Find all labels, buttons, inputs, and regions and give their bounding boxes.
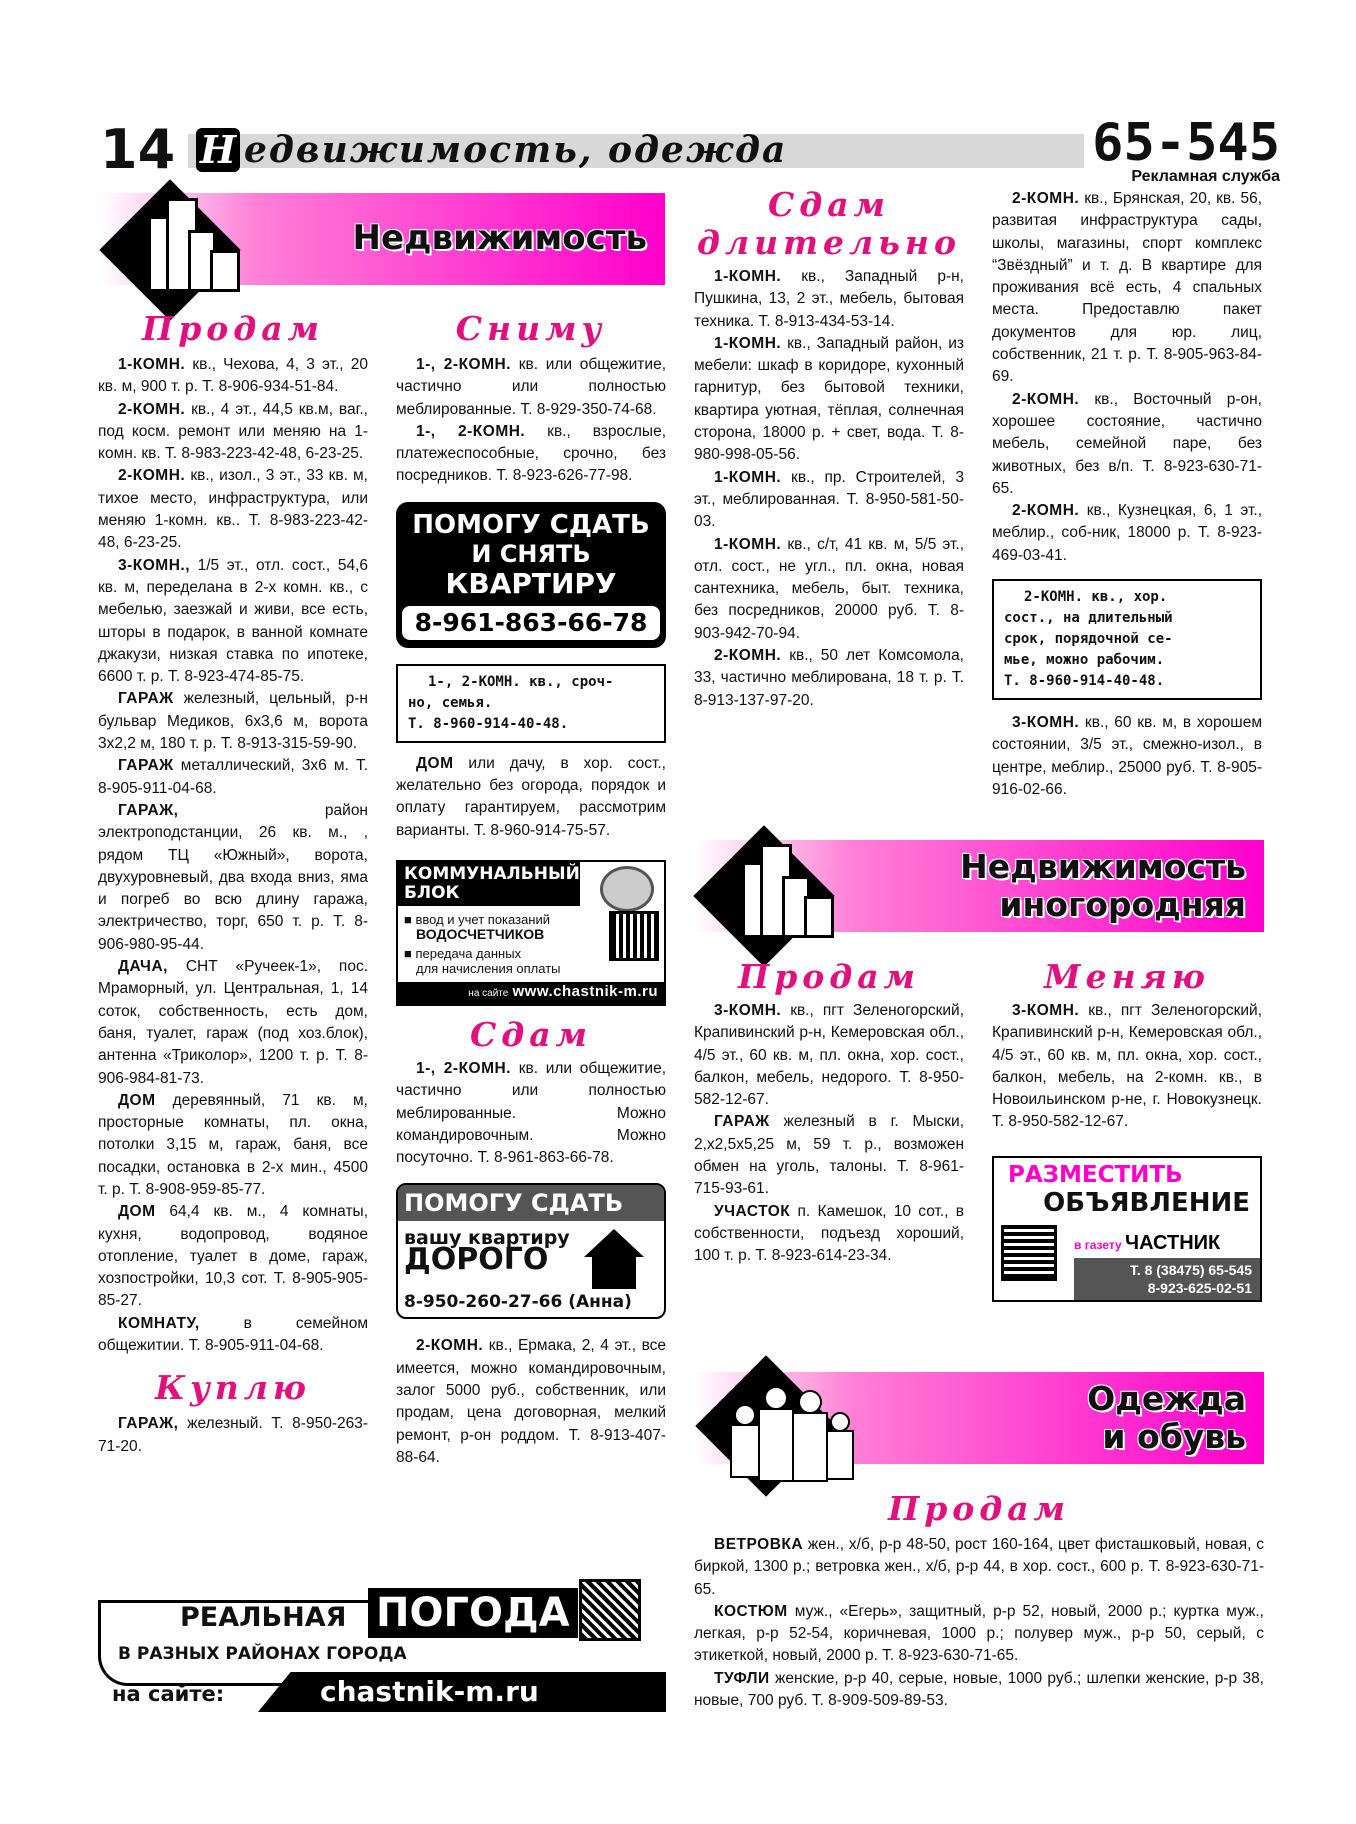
ad-item: 2-КОМН. кв., изол., 3 эт., 33 кв. м, тихое место, инфраструктура, или меняю 1-комн. кв.. Т. 8-983-223-42-48, 6-23-25. [98,467,368,552]
ad-service-phone: 65-545 [1084,114,1280,172]
buildings-icon [694,836,854,956]
promo-rent-expensive: ПОМОГУ СДАТЬ вашу квартиру ДОРОГО 8-950-260-27-66 (Анна) [396,1183,666,1319]
qr-code-icon [582,1582,638,1638]
col1 [98,310,368,1458]
heading-rent-out: Сдам [470,1014,592,1054]
promo-phone: 8-961-863-66-78 [402,606,660,640]
ad-service-caption: Рекламная служба [1131,168,1280,185]
ad-item: 1-КОМН. кв., Западный р-н, Пушкина, 13, 2 эт., мебель, бытовая техника. Т. 8-913-434-53-14. [694,268,964,330]
ad-item: ДАЧА, СНТ «Ручеек-1», пос. Мраморный, ул. Центральная, 1, 14 соток, собственность, есть дом, баня, туалет, гараж (под хоз.блок), антенна «Триколор», 1200 т. р. Т. 8-906-984-81-73. [98,958,368,1087]
ad-item: КОСТЮМ муж., «Егерь», защитный, р-р 52, новый, 2000 р.; куртка муж., легкая, р-р 52-54, коричневая, 1000 р.; полувер муж., р-р 50, серый, с этикеткой, новый, 2000 р. Т. 8-923-630-71-65. [694,1602,1264,1665]
ad-item: 2-КОМН. кв., Восточный р-он, хорошее состояние, частично мебель, семейной паре, без животных, без в/п. Т. 8-923-630-71-65. [992,390,1262,497]
place-ad-promo: РАЗМЕСТИТЬ ОБЪЯВЛЕНИЕ в газету ЧАСТНИК Т. 8 (38475) 65-545 8-923-625-02-51 [992,1156,1262,1302]
house-icon [584,1229,644,1257]
section-title: едвижимость, одежда [244,129,788,171]
ad-item: КОМНАТУ, в семейном общежитии. Т. 8-905-911-04-68. [98,1314,368,1355]
ad-item: 1-, 2-КОМН. кв., взрослые, платежеспособные, срочно, без посредников. Т. 8-923-626-77-98. [396,422,666,485]
heading-buy: Куплю [155,1368,311,1408]
qr-code-icon [612,914,656,958]
ad-item: 1-КОМН. кв., Западный район, из мебели: шкаф в коридоре, кухонный гарнитур, без бытовой техники, квартира уютная, тёплая, солнечная сторона, 18000 р. + свет, вода. Т. 8-980-998-05-56. [694,334,964,464]
clothes-banner-title: Одежда и обувь [1087,1379,1246,1456]
ad-item: ВЕТРОВКА жен., х/б, р-р 48-50, рост 160-164, цвет фисташковый, новая, с биркой, 1300 р.; ветровка жен., х/б, р-р 44, в хор. сост., 600 р. Т. 8-923-630-71-65. [694,1536,1264,1598]
ad-item: ДОМ или дачу, в хор. сост., желательно без огорода, порядок и оплату гарантируем, рассмотрим варианты. Т. 8-960-914-75-57. [396,754,666,839]
page-header [100,113,1280,185]
ad-item: УЧАСТОК п. Камешок, 10 сот., в собственности, подъезд хороший, 100 т. р. Т. 8-923-614-23-34. [694,1202,964,1265]
ad-item: ДОМ 64,4 кв. м., 4 комнаты, кухня, водопровод, водяное отопление, туалет в доме, гараж, хозпостройки, 10,3 сот. Т. 8-905-905-85-27. [98,1203,368,1310]
promo-line: КВАРТИРУ [445,566,617,600]
clothes-section [694,1490,1264,1712]
meter-icon [600,866,654,912]
ad-item: 1-КОМН. кв., пр. Строителей, 3 эт., меблированная. Т. 8-950-581-50-03. [694,468,964,531]
ad-item: ГАРАЖ железный, цельный, р-н бульвар Медиков, 6х3,6 м, ворота 3х2,2 м, 180 т. р. Т. 8-913-315-59-90. [98,690,368,753]
promo-line: И СНЯТЬ [471,539,591,568]
ad-item: ГАРАЖ железный в г. Мыски, 2,х2,5х5,25 м, 59 т. р., возможен обмен на уголь, талоны. Т. 8-961-715-93-61. [694,1113,964,1198]
page-number: 14 [100,118,176,181]
family-icon [694,1368,864,1488]
heading-sell: Продам [142,309,324,348]
ad-item: 3-КОМН. кв., пгт Зеленогорский, Крапивинский р-н, Кемеровская обл., 4/5 эт., 60 кв. м, пл. окна, хор. сост., балкон, мебель, на 2-комн. кв., в Новоильинском р-не, г. Новокузнецк. Т. 8-950-582-12-67. [992,1002,1262,1131]
section-initial: Н [196,128,240,172]
heading-sell: Продам [738,957,920,996]
ad-item: 3-КОМН., 1/5 эт., отл. сост., 54,6 кв. м, переделана в 2-х комн. кв., с мебелью, заезжай и живи, все есть, шторы в подарок, в ванной комнате джакузи, низкая ставка по ипотеке, 6600 т. р. Т. 8-923-474-85-75. [98,556,368,686]
ad-item: 1-КОМН. кв., с/т, 41 кв. м, 5/5 эт., отл. сост., не угл., пл. окна, новая сантехника, мебель, быт. техника, без посредников, 20000 руб. Т. 8-903-942-70-94. [694,535,964,642]
promo-line: ПОМОГУ СДАТЬ [412,509,650,540]
ad-item: 2-КОМН. кв., 4 эт., 44,5 кв.м, ваг., под косм. ремонт или меняю на 1-комн. кв. Т. 8-983-223-42-48, 6-23-25. [98,400,368,463]
ad-item: 2-КОМН. кв., Брянская, 20, кв. 56, развитая инфраструктура сады, школы, магазины, спорт комплекс “Звёздный” и т. д. В квартире для проживания всё есть, 4 спальных места. Предоставлю пакет документов для юр. лиц, собственник, 21 т. р. Т. 8-905-963-84-69. [992,190,1262,386]
heading-rent-long-2: длительно [697,223,961,262]
buildings-icon [100,190,260,310]
col4 [992,188,1262,801]
qr-code-icon [1004,1228,1054,1278]
ad-item: 1-КОМН. кв., Чехова, 4, 3 эт., 20 кв. м, 900 т. р. Т. 8-906-934-51-84. [98,356,368,396]
ad-item: ГАРАЖ металлический, 3х6 м. Т. 8-905-911-04-68. [98,757,368,797]
col2 [396,310,666,1469]
col3 [694,186,964,712]
ad-item: ГАРАЖ, район электроподстанции, 26 кв. м., , рядом ТЦ «Южный», ворота, двухуровневый, два входа вниз, яма и погреб во всю длину гаража, электричество, торг, 650 т. р. Т. 8-906-980-95-44. [98,801,368,953]
ad-item: ДОМ деревянный, 71 кв. м, просторные комнаты, пл. окна, потолки 3,15 м, гараж, баня, все посадки, остановка в 2-х мин., 4500 т. р. Т. 8-908-959-85-77. [98,1091,368,1198]
kommunal-block-ad: КОММУНАЛЬНЫЙ БЛОК ■ ввод и учет показаний ВОДОСЧЕТЧИКОВ ■ передача данных для начисления оплаты на сайте www.chastnik-m.ru [396,860,666,1006]
ad-item: 1-, 2-КОМН. кв. или общежитие, частично или полностью меблированные. Т. 8-929-350-74-68. [396,356,666,418]
weather-site-link[interactable]: chastnik-m.ru [320,1675,539,1708]
boxed-ad: 1-, 2-КОМН. кв., сроч- но, семья. Т. 8-960-914-40-48. [396,664,666,743]
boxed-ad: 2-КОМН. кв., хор. сост., на длительный срок, порядочной се- мье, можно рабочим. Т. 8-960-914-40-48. [992,579,1262,700]
ad-item: 2-КОМН. кв., Ермака, 2, 4 эт., все имеется, можно командировочным, залог 5000 руб., собственник, или продам, цена договорная, мелкий ремонт, р-он роддом. Т. 8-913-407-88-64. [396,1337,666,1466]
heading-rent-in: Сниму [455,309,607,348]
heading-rent-long-1: Сдам [768,185,890,224]
ad-item: 3-КОМН. кв., пгт Зеленогорский, Крапивинский р-н, Кемеровская обл., 4/5 эт., 60 кв. м, пл. окна, хор. сост., балкон, мебель, недорого. Т. 8-950-582-12-67. [694,1002,964,1109]
realty-banner-title: Недвижимость [352,218,647,258]
ad-item: 1-, 2-КОМН. кв. или общежитие, частично или полностью меблированные. Можно командировочным. Можно посуточно. Т. 8-961-863-66-78. [396,1059,666,1167]
realty-other-title: Недвижимость иногородняя [960,847,1246,924]
heading-swap: Меняю [1044,957,1210,996]
ad-item: 2-КОМН. кв., Кузнецкая, 6, 1 эт., меблир., соб-ник, 18000 р. Т. 8-923-469-03-41. [992,502,1262,564]
heading-sell: Продам [888,1489,1070,1528]
ad-item: 3-КОМН. кв., 60 кв. м, в хорошем состоянии, 3/5 эт., смежно-изол., в центре, меблир., 25000 руб. Т. 8-905-916-02-66. [992,714,1262,798]
promo-rent-help [396,502,666,648]
other-city-swap [992,958,1262,1302]
ad-item: ТУФЛИ женские, р-р 40, серые, новые, 1000 руб.; шлепки женские, р-р 38, новые, 700 руб. Т. 8-909-509-89-53. [694,1669,1264,1710]
newspaper-logo: ЧАСТНИК [1125,1231,1221,1254]
ad-item: 2-КОМН. кв., 50 лет Комсомола, 33, частично меблирована, 18 т. р. Т. 8-913-137-97-20. [694,647,964,709]
weather-promo: РЕАЛЬНАЯ ПОГОДА В РАЗНЫХ РАЙОНАХ ГОРОДА на сайте: chastnik-m.ru [98,1580,668,1712]
ad-item: ГАРАЖ, железный. Т. 8-950-263-71-20. [98,1415,368,1455]
kommunal-site-link[interactable]: www.chastnik-m.ru [512,982,658,1000]
other-city-sell [694,958,964,1268]
